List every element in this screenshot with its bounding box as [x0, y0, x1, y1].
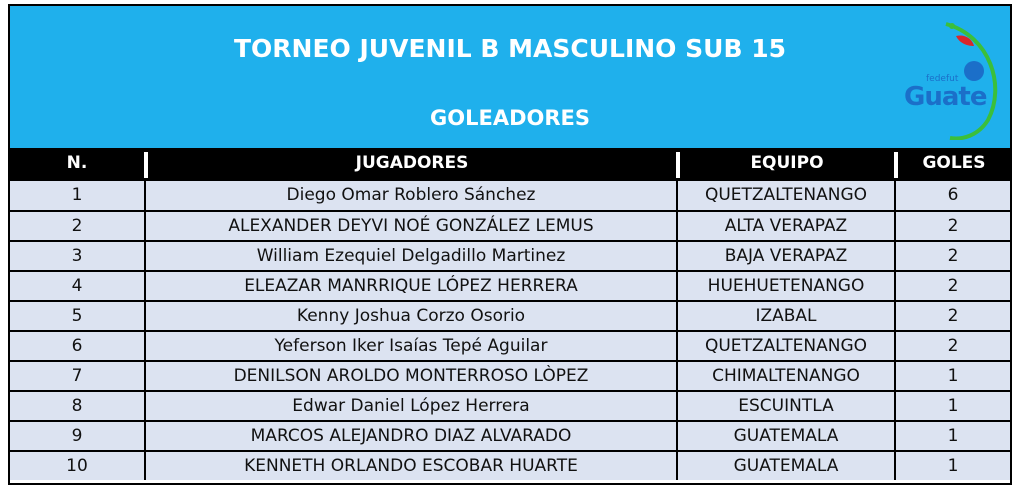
column-divider: [676, 272, 678, 300]
player-name: Kenny Joshua Corzo Osorio: [296, 306, 526, 326]
column-divider: [676, 302, 678, 330]
player-name: Diego Omar Roblero Sánchez: [286, 185, 536, 205]
row-number: 10: [66, 456, 88, 476]
table-row: [10, 390, 1010, 420]
table-row: [10, 360, 1010, 390]
team-name: IZABAL: [755, 306, 817, 326]
column-divider: [144, 272, 146, 300]
column-divider: [144, 302, 146, 330]
column-divider: [676, 422, 678, 450]
column-divider: [894, 181, 896, 210]
team-name: QUETZALTENANGO: [704, 185, 868, 205]
column-divider: [676, 332, 678, 360]
player-name: ELEAZAR MANRRIQUE LÓPEZ HERRERA: [244, 276, 578, 296]
column-divider: [894, 422, 896, 450]
column-header-players: JUGADORES: [355, 153, 469, 173]
row-number: 7: [71, 366, 83, 386]
row-number: 5: [71, 306, 83, 326]
goals-count: 2: [947, 276, 959, 296]
column-divider: [144, 181, 146, 210]
column-divider: [894, 242, 896, 270]
column-divider: [676, 181, 678, 210]
column-header-team: EQUIPO: [750, 153, 824, 173]
column-divider: [144, 362, 146, 390]
table-row: [10, 270, 1010, 300]
player-name: ALEXANDER DEYVI NOÉ GONZÁLEZ LEMUS: [228, 216, 594, 236]
column-header-number: N.: [66, 153, 88, 173]
column-divider: [894, 452, 896, 480]
column-divider: [894, 332, 896, 360]
player-name: KENNETH ORLANDO ESCOBAR HUARTE: [244, 456, 578, 476]
goals-count: 1: [947, 426, 959, 446]
row-number: 8: [71, 396, 83, 416]
header-banner: [10, 6, 1010, 148]
section-subtitle: GOLEADORES: [430, 106, 590, 130]
player-name: Yeferson Iker Isaías Tepé Aguilar: [274, 336, 548, 356]
column-divider: [894, 392, 896, 420]
team-name: GUATEMALA: [733, 426, 839, 446]
row-number: 9: [71, 426, 83, 446]
column-divider: [676, 392, 678, 420]
player-name: Edwar Daniel López Herrera: [292, 396, 530, 416]
column-divider: [894, 362, 896, 390]
tournament-title: TORNEO JUVENIL B MASCULINO SUB 15: [233, 34, 786, 63]
player-name: MARCOS ALEJANDRO DIAZ ALVARADO: [250, 426, 572, 446]
column-divider: [144, 212, 146, 240]
column-divider: [894, 212, 896, 240]
table-row: [10, 300, 1010, 330]
logo-text: Guate: [904, 82, 987, 112]
column-divider: [676, 452, 678, 480]
team-name: QUETZALTENANGO: [704, 336, 868, 356]
table-row: [10, 420, 1010, 450]
goals-count: 6: [947, 185, 959, 205]
player-name: DENILSON AROLDO MONTERROSO LÒPEZ: [233, 366, 589, 386]
goals-count: 1: [947, 396, 959, 416]
column-divider: [676, 242, 678, 270]
row-number: 4: [71, 276, 83, 296]
team-name: BAJA VERAPAZ: [724, 246, 848, 266]
team-name: GUATEMALA: [733, 456, 839, 476]
column-divider: [144, 332, 146, 360]
team-name: ALTA VERAPAZ: [724, 216, 848, 236]
table-header: [10, 148, 1010, 181]
table-body: [10, 181, 1010, 480]
row-number: 6: [71, 336, 83, 356]
table-row: [10, 450, 1010, 480]
column-divider: [144, 392, 146, 420]
table-row: [10, 240, 1010, 270]
table-row: [10, 181, 1010, 210]
column-divider: [894, 302, 896, 330]
column-divider: [144, 452, 146, 480]
column-divider: [144, 422, 146, 450]
row-number: 1: [71, 185, 83, 205]
row-number: 3: [71, 246, 83, 266]
goals-count: 2: [947, 216, 959, 236]
logo-subtext: fedefut: [926, 74, 959, 84]
column-divider: [144, 242, 146, 270]
team-name: HUEHUETENANGO: [707, 276, 865, 296]
goals-count: 1: [947, 456, 959, 476]
team-name: ESCUINTLA: [738, 396, 834, 416]
column-divider: [676, 212, 678, 240]
goals-count: 1: [947, 366, 959, 386]
table-row: [10, 210, 1010, 240]
column-header-goals: GOLES: [922, 153, 986, 173]
player-name: William Ezequiel Delgadillo Martinez: [256, 246, 566, 266]
goals-count: 2: [947, 306, 959, 326]
column-divider: [676, 362, 678, 390]
team-name: CHIMALTENANGO: [712, 366, 860, 386]
scorers-table-frame: [8, 4, 1012, 485]
table-row: [10, 330, 1010, 360]
goals-count: 2: [947, 336, 959, 356]
column-divider: [894, 272, 896, 300]
row-number: 2: [71, 216, 83, 236]
fedefut-guate-logo: [878, 16, 1010, 140]
goals-count: 2: [947, 246, 959, 266]
